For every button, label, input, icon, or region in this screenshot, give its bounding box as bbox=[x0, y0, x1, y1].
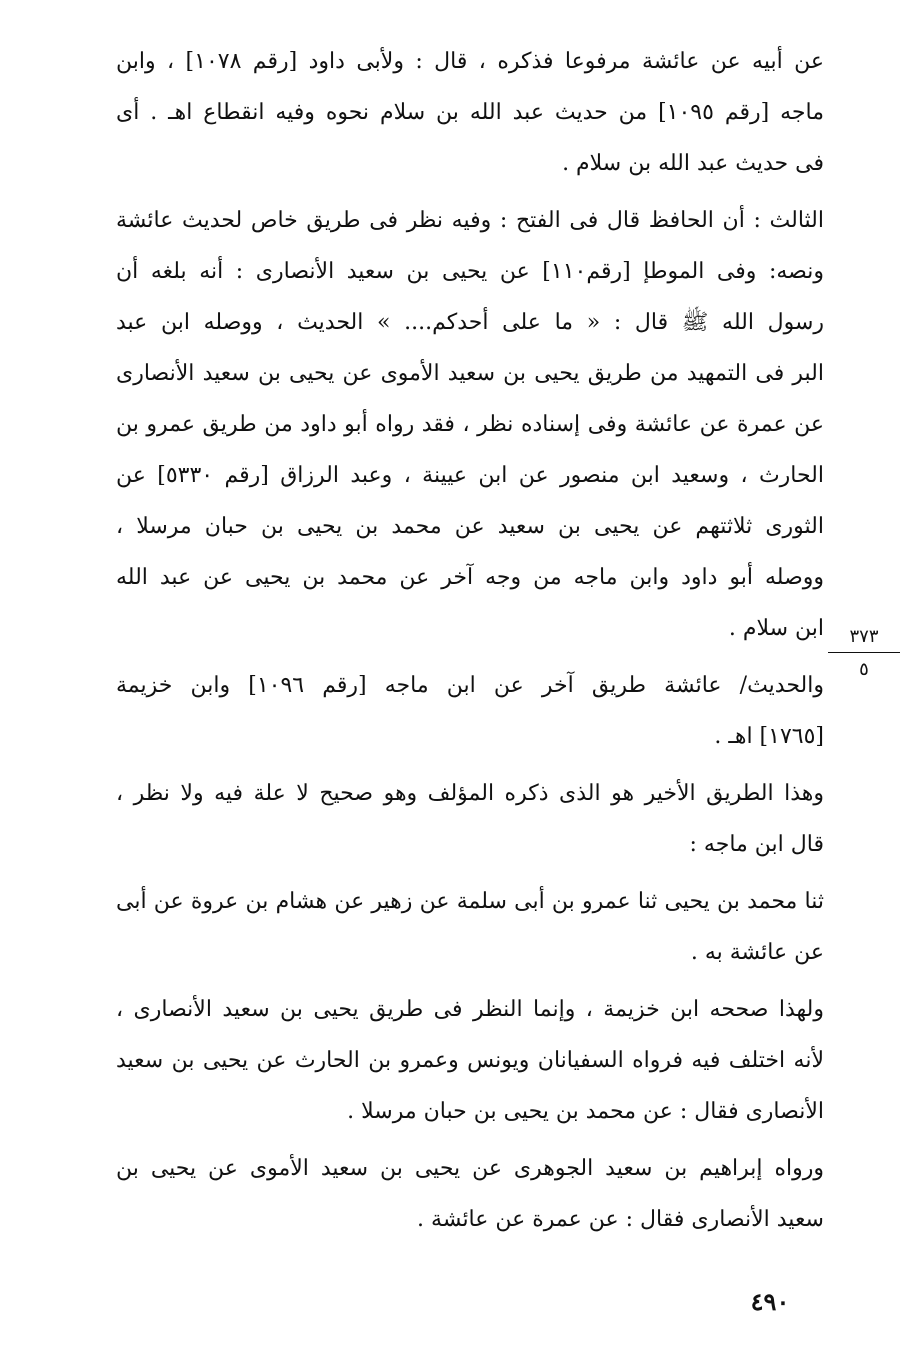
margin-page-reference bbox=[828, 628, 900, 679]
text-line: رسول الله ﷺ قال : « ما على أحدكم.... » الحديث ، ووصله ابن عبد bbox=[116, 310, 824, 335]
text-line: ولهذا صححه ابن خزيمة ، وإنما النظر فى طريق يحيى بن سعيد الأنصارى ، bbox=[116, 997, 824, 1022]
paragraph bbox=[116, 984, 824, 1137]
text-line: وهذا الطريق الأخير هو الذى ذكره المؤلف وهو صحيح لا علة فيه ولا نظر ، bbox=[116, 781, 824, 806]
margin-reference-page: ٥ bbox=[859, 659, 869, 680]
text-line: الحارث ، وسعيد ابن منصور عن ابن عيينة ، وعبد الرزاق [رقم ٥٣٣٠] عن bbox=[116, 463, 824, 488]
text-line: الثورى ثلاثتهم عن يحيى بن سعيد عن محمد بن يحيى بن حبان مرسلا ، bbox=[116, 514, 824, 539]
paragraph bbox=[116, 195, 824, 654]
paragraph bbox=[116, 876, 824, 978]
text-line: عن أبيه عن عائشة مرفوعا فذكره ، قال : ولأبى داود [رقم ١٠٧٨] ، وابن bbox=[116, 49, 824, 74]
text-line: البر فى التمهيد من طريق يحيى بن سعيد الأموى عن يحيى بن سعيد الأنصارى bbox=[116, 361, 824, 386]
text-line: قال ابن ماجه : bbox=[689, 832, 824, 857]
text-line: والحديث/ عائشة طريق آخر عن ابن ماجه [رقم ١٠٩٦] وابن خزيمة bbox=[116, 673, 824, 698]
text-line: لأنه اختلف فيه فرواه السفيانان ويونس وعمرو بن الحارث عن يحيى بن سعيد bbox=[116, 1048, 824, 1073]
page-number: ٤٩٠ bbox=[750, 1287, 790, 1316]
text-line: فى حديث عبد الله بن سلام . bbox=[562, 151, 824, 176]
paragraph bbox=[116, 1143, 824, 1245]
text-line: عن عائشة به . bbox=[690, 940, 824, 965]
text-line: الثالث : أن الحافظ قال فى الفتح : وفيه نظر فى طريق خاص لحديث عائشة bbox=[116, 208, 824, 233]
paragraph bbox=[116, 36, 824, 189]
paragraph bbox=[116, 660, 824, 762]
text-line: ابن سلام . bbox=[728, 616, 824, 641]
text-line: سعيد الأنصارى فقال : عن عمرة عن عائشة . bbox=[417, 1207, 824, 1232]
paragraph bbox=[116, 768, 824, 870]
body-text bbox=[116, 36, 824, 1251]
text-line: ثنا محمد بن يحيى ثنا عمرو بن أبى سلمة عن زهير عن هشام بن عروة عن أبى bbox=[116, 889, 824, 914]
margin-reference-volume: ٣٧٣ bbox=[828, 628, 900, 653]
text-line: ونصه: وفى الموطإ [رقم١١٠] عن يحيى بن سعيد الأنصارى : أنه بلغه أن bbox=[116, 259, 824, 284]
text-line: ووصله أبو داود وابن ماجه من وجه آخر عن محمد بن يحيى عن عبد الله bbox=[116, 565, 824, 590]
text-line: الأنصارى فقال : عن محمد بن يحيى بن حبان مرسلا . bbox=[347, 1099, 824, 1124]
text-line: ماجه [رقم ١٠٩٥] من حديث عبد الله بن سلام نحوه وفيه انقطاع اهـ . أى bbox=[116, 100, 824, 125]
text-line: [١٧٦٥] اهـ . bbox=[714, 724, 824, 749]
text-line: ورواه إبراهيم بن سعيد الجوهرى عن يحيى بن سعيد الأموى عن يحيى بن bbox=[116, 1156, 824, 1181]
text-line: عن عمرة عن عائشة وفى إسناده نظر ، فقد رواه أبو داود من طريق عمرو بن bbox=[116, 412, 824, 437]
